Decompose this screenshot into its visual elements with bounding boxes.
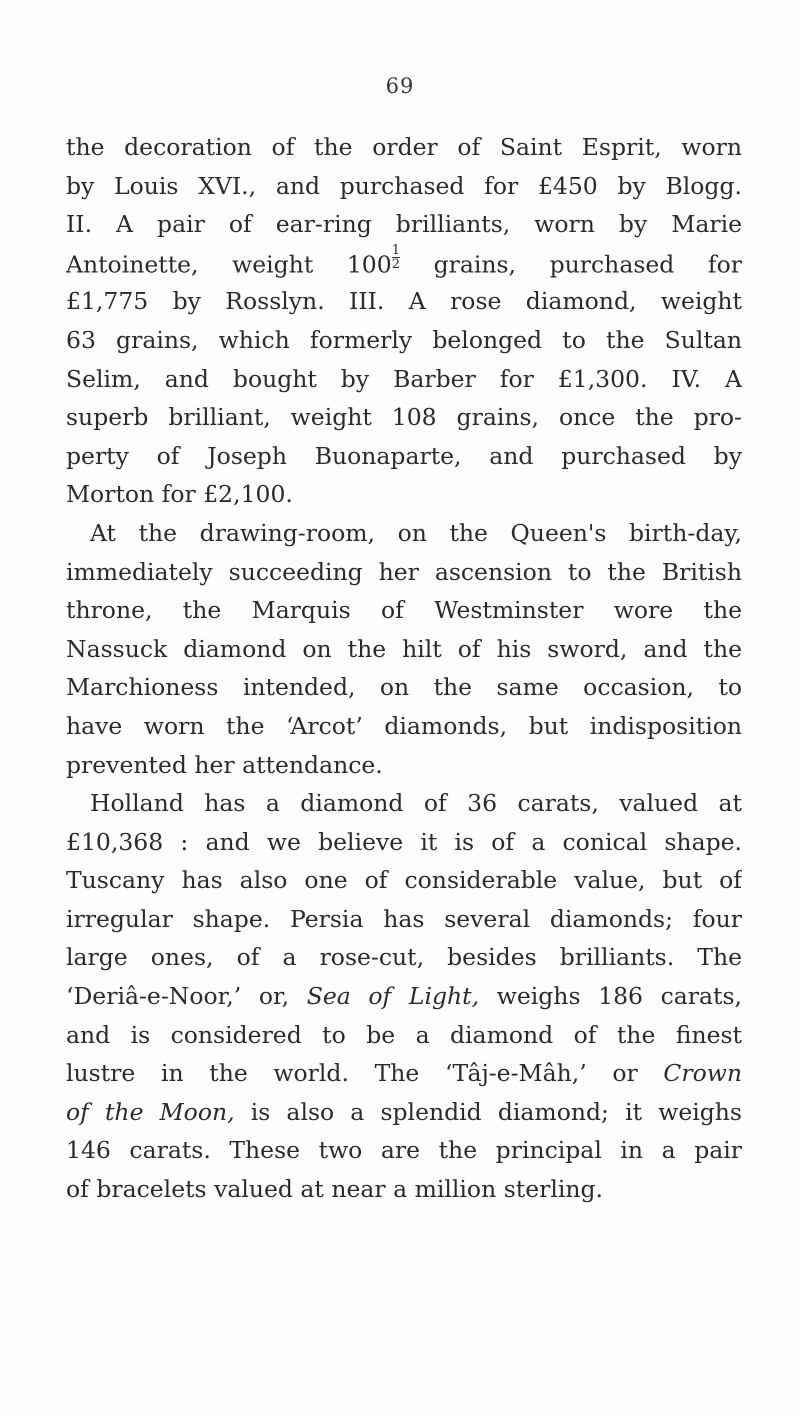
italic-title: Sea of Light, — [306, 982, 480, 1011]
text-line: the decoration of the order of Saint Esprit, worn — [66, 133, 742, 161]
paragraph-start-line: Holland has a diamond of 36 carats, valued at — [90, 789, 742, 818]
fraction-denominator: 2 — [391, 256, 400, 272]
text-line — [66, 977, 742, 1016]
italic-title: Crown — [663, 1059, 742, 1088]
text-fragment: Antoinette, weight 100 — [66, 250, 392, 279]
text-line: large ones, of a rose-cut, besides brilliants. The — [66, 943, 742, 972]
text-line: superb brilliant, weight 108 grains, once the pro- — [66, 403, 742, 432]
text-line: Selim, and bought by Barber for £1,300. IV. A — [66, 364, 742, 393]
text-line — [66, 244, 742, 283]
fraction-numerator: 1 — [391, 243, 400, 258]
text-line: £10,368 : and we believe it is of a conical shape. — [66, 827, 742, 856]
paragraph-end-line: Morton for £2,100. — [66, 480, 293, 509]
text-line — [66, 1054, 742, 1093]
text-line — [66, 1093, 742, 1132]
text-line: Marchioness intended, on the same occasion, to — [66, 673, 742, 702]
text-line: perty of Joseph Buonaparte, and purchased by — [66, 441, 742, 470]
text-fragment: ‘Deriâ-e-Noor,’ or, — [66, 982, 307, 1011]
text-line: irregular shape. Persia has several diamonds; four — [66, 904, 742, 933]
text-line: 146 carats. These two are the principal in a pair — [66, 1136, 742, 1165]
text-line: Tuscany has also one of considerable value, but of — [66, 866, 742, 895]
body-text — [66, 128, 742, 1209]
text-fragment: weighs 186 carats, — [479, 982, 742, 1011]
text-fragment: grains, purchased for — [399, 250, 742, 279]
text-line: by Louis XVI., and purchased for £450 by Blogg. — [66, 171, 742, 200]
page-number: 69 — [385, 74, 415, 98]
paragraph-start-line: At the drawing-room, on the Queen's birth-day, — [90, 518, 742, 547]
fraction-one-half — [392, 244, 400, 271]
paragraph-end-line: prevented her attendance. — [66, 750, 383, 779]
paragraph-end-line: of bracelets valued at near a million sterling. — [66, 1175, 604, 1204]
text-line: immediately succeeding her ascension to the British — [66, 557, 742, 586]
text-line: have worn the ‘Arcot’ diamonds, but indisposition — [66, 711, 742, 740]
italic-title: of the Moon, — [66, 1097, 235, 1126]
text-line: 63 grains, which formerly belonged to the Sultan — [66, 325, 742, 354]
text-line: Nassuck diamond on the hilt of his sword, and the — [66, 634, 742, 663]
text-fragment: lustre in the world. The ‘Tâj-e-Mâh,’ or — [66, 1059, 664, 1088]
text-line: and is considered to be a diamond of the finest — [66, 1020, 742, 1049]
text-line: throne, the Marquis of Westminster wore the — [66, 596, 742, 625]
text-line: £1,775 by Rosslyn. III. A rose diamond, weight — [66, 287, 742, 316]
text-fragment: is also a splendid diamond; it weighs — [234, 1097, 742, 1126]
text-line: II. A pair of ear-ring brilliants, worn by Marie — [66, 210, 742, 239]
